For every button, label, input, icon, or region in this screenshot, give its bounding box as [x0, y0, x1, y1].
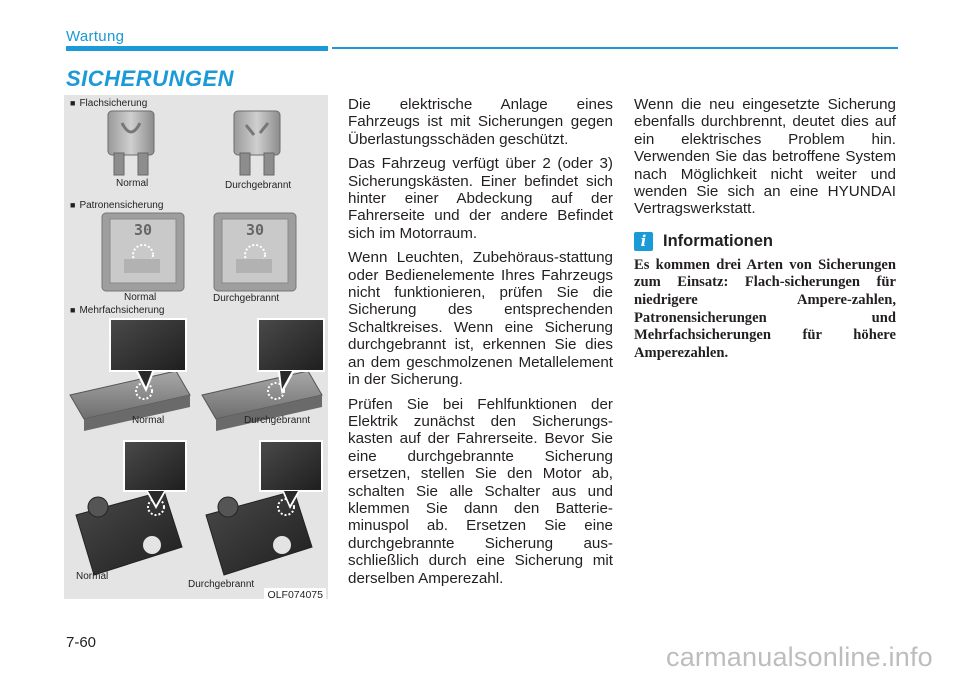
cartridge-fuse-normal-icon	[102, 213, 184, 291]
cartridge-blown-digits: 30	[246, 221, 265, 239]
paragraph: Wenn Leuchten, Zubehöraus-stattung oder Bedienelemente Ihres Fahrzeugs nicht funktionieren, prüfen Sie die Sicherung des entsprechenden Schaltkreises. Wenn eine Sicherung durchgebrannt ist, erkennen Sie dies an dem geschmolzenen Metallelement in der Sicherung.	[348, 249, 613, 389]
page-title: SICHERUNGEN	[66, 66, 235, 91]
bottom-fuse-box-normal-icon	[76, 441, 186, 575]
cartridge-normal-digits: 30	[134, 221, 153, 239]
section-label: Wartung	[66, 28, 125, 45]
info-title: Informationen	[663, 231, 773, 250]
bottom-normal-label: Normal	[76, 571, 109, 582]
info-text: Es kommen drei Arten von Sicherungen zum Einsatz: Flach-sicherungen für niedrigere Ampere-zahlen, Patronensicherungen und Mehrfachsicherungen für höhere Amperezahlen.	[634, 256, 896, 361]
cartridge-blown-label: Durchgebrannt	[213, 293, 280, 304]
figure-code: OLF074075	[264, 588, 326, 601]
bottom-fuse-box-blown-icon	[206, 441, 322, 575]
paragraph: Wenn die neu eingesetzte Sicherung ebenfalls durchbrennt, deutet dies auf ein elektrisches Problem hin. Verwenden Sie das betroffene System nach Möglichkeit nicht weiter und wenden Sie sich an eine HYUNDAI Vertragswerkstatt.	[634, 96, 896, 218]
flat-fuse-normal-icon	[108, 111, 154, 175]
fuse-drawings	[64, 95, 328, 599]
cartridge-fuse-blown-icon	[214, 213, 296, 291]
watermark: carmanualsonline.info	[666, 642, 933, 672]
text-column-1	[348, 96, 613, 594]
multi-normal-label: Normal	[132, 415, 165, 426]
fuse-illustration	[64, 95, 328, 599]
info-icon: i	[634, 232, 653, 251]
header-rule-thick	[66, 46, 328, 51]
info-box-header	[634, 232, 896, 251]
flat-blown-label: Durchgebrannt	[225, 180, 292, 191]
flat-fuse-heading: ■ Flachsicherung	[70, 98, 147, 109]
cartridge-fuse-heading: ■ Patronensicherung	[70, 200, 163, 211]
paragraph: Das Fahrzeug verfügt über 2 (oder 3) Sicherungskästen. Einer befindet sich hinter einer Abdeckung auf der Fahrerseite und der andere Befindet sich im Motorraum.	[348, 155, 613, 242]
header-rule-thin	[332, 47, 898, 49]
multi-blown-label: Durchgebrannt	[244, 415, 311, 426]
paragraph: Die elektrische Anlage eines Fahrzeugs ist mit Sicherungen gegen Überlastungsschäden geschützt.	[348, 96, 613, 148]
flat-normal-label: Normal	[116, 178, 149, 189]
page-number: 7-60	[66, 634, 97, 651]
bottom-blown-label: Durchgebrannt	[188, 579, 255, 590]
text-column-2	[634, 96, 896, 369]
cartridge-normal-label: Normal	[124, 292, 157, 303]
paragraph: Prüfen Sie bei Fehlfunktionen der Elektrik zunächst den Sicherungs-kasten auf der Fahrerseite. Bevor Sie eine durchgebrannte Sicherung ersetzen, stellen Sie den Motor ab, schalten Sie alle Schalter aus und klemmen Sie dann den Batterie-minuspol ab. Ersetzen Sie eine durchgebrannte Sicherung aus-schließlich durch eine Sicherung mit derselben Amperezahl.	[348, 395, 613, 587]
flat-fuse-blown-icon	[234, 111, 280, 175]
multi-fuse-heading: ■ Mehrfachsicherung	[70, 305, 164, 316]
multi-fuse-normal-icon	[70, 319, 190, 431]
